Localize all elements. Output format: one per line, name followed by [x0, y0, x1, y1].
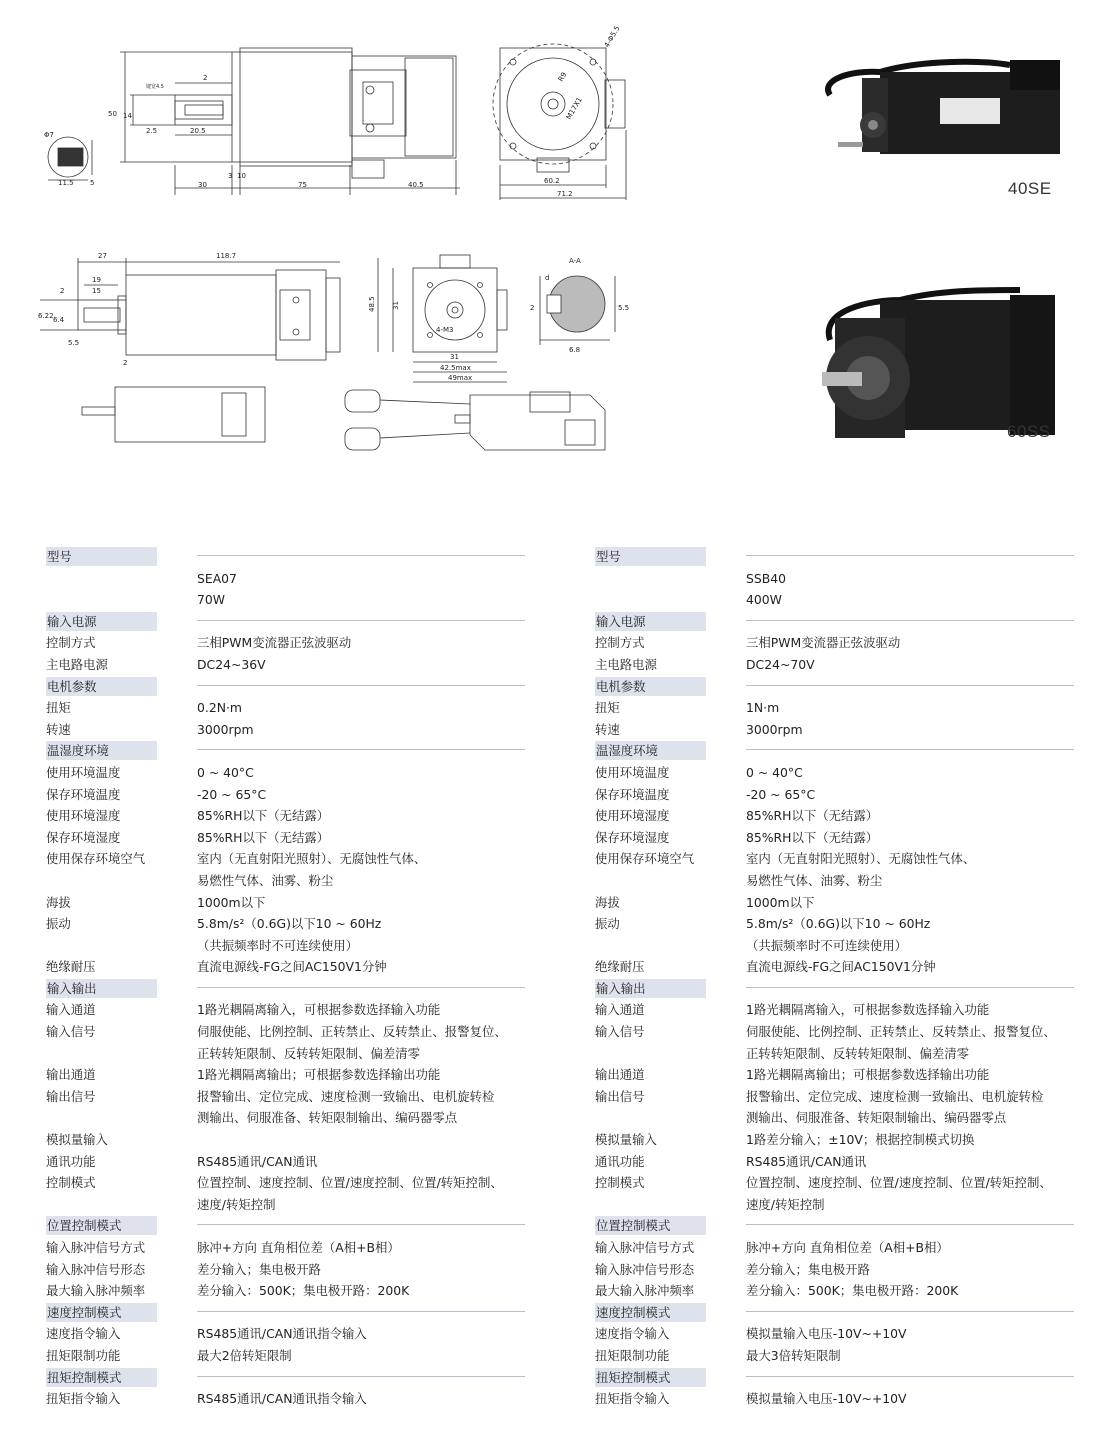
spec-table-ssb40	[595, 546, 1118, 1410]
spec-row	[46, 762, 576, 784]
spec-value: 1路光耦隔离输出；可根据参数选择输出功能	[197, 1067, 441, 1083]
spec-section-header	[46, 546, 576, 568]
spec-row	[46, 999, 576, 1021]
spec-label: 输出信号	[46, 1088, 96, 1104]
dim-label: 49max	[448, 374, 473, 382]
section-title: 型号	[46, 547, 157, 566]
dim-label: 2.5	[146, 127, 158, 135]
spec-row	[595, 697, 1118, 719]
spec-row	[46, 1194, 576, 1216]
dim-label: R9	[556, 70, 569, 83]
dim-label: 11.5	[58, 179, 74, 187]
spec-row	[595, 589, 1118, 611]
spec-row	[595, 956, 1118, 978]
section-divider	[197, 555, 525, 556]
spec-label: 控制模式	[46, 1175, 96, 1191]
spec-row	[595, 568, 1118, 590]
section-title: 速度控制模式	[595, 1303, 706, 1322]
spec-row	[595, 1237, 1118, 1259]
spec-section-header	[595, 1367, 1118, 1389]
section-divider	[197, 620, 525, 621]
drawing-40se-side	[44, 48, 460, 195]
spec-value: 1路光耦隔离输入，可根据参数选择输入功能	[197, 1002, 441, 1018]
spec-value: 差分输入：500K；集电极开路：200K	[746, 1283, 959, 1299]
section-divider	[197, 685, 525, 686]
spec-value: 正转转矩限制、反转转矩限制、偏差清零	[197, 1045, 421, 1061]
spec-row	[595, 1107, 1118, 1129]
dim-label: A-A	[569, 257, 581, 265]
dim-label: 6.4	[53, 316, 65, 324]
section-divider	[746, 685, 1074, 686]
spec-value: 0 ~ 40°C	[197, 764, 254, 780]
spec-value: 3000rpm	[197, 721, 254, 737]
spec-row	[46, 568, 576, 590]
photo-label-40se: 40SE	[1008, 179, 1052, 198]
spec-row	[595, 848, 1118, 870]
dim-label: 50	[108, 110, 117, 118]
spec-row	[595, 1151, 1118, 1173]
spec-row	[46, 654, 576, 676]
spec-value: SEA07	[197, 570, 237, 586]
spec-label: 通讯功能	[595, 1153, 645, 1169]
spec-label: 扭矩指令输入	[46, 1391, 121, 1407]
spec-section-header	[595, 546, 1118, 568]
spec-value: 脉冲+方向 直角相位差（A相+B相）	[746, 1240, 949, 1255]
section-divider	[746, 987, 1074, 988]
spec-value: 1000m以下	[197, 894, 266, 910]
spec-table-sea07	[46, 546, 576, 1410]
section-divider	[197, 1311, 525, 1312]
spec-value: 1路光耦隔离输出；可根据参数选择输出功能	[746, 1067, 990, 1083]
spec-value: 0.2N·m	[197, 700, 242, 716]
section-title: 输入电源	[595, 612, 706, 631]
spec-value: 位置控制、速度控制、位置/速度控制、位置/转矩控制、	[197, 1175, 503, 1191]
spec-value: 85%RH以下（无结露）	[746, 829, 879, 845]
spec-label: 扭矩	[595, 700, 620, 716]
dim-label: 4-M3	[436, 326, 454, 334]
spec-label: 保存环境湿度	[46, 829, 121, 845]
spec-row	[46, 1237, 576, 1259]
spec-row	[595, 654, 1118, 676]
spec-value: DC24~36V	[197, 656, 266, 672]
spec-label: 使用保存环境空气	[46, 851, 146, 867]
dim-label: 10	[237, 172, 246, 180]
spec-section-header	[595, 1215, 1118, 1237]
motor-photo-60ss	[822, 290, 1055, 438]
dim-label: 6.8	[569, 346, 581, 354]
spec-label: 输入信号	[595, 1024, 645, 1040]
spec-value: 易燃性气体、油雾、粉尘	[197, 872, 334, 888]
spec-value: 速度/转矩控制	[746, 1196, 825, 1212]
spec-section-header	[46, 1215, 576, 1237]
spec-value: 直流电源线-FG之间AC150V1分钟	[746, 959, 936, 975]
spec-value: -20 ~ 65°C	[746, 786, 816, 802]
spec-row	[595, 999, 1118, 1021]
spec-label: 模拟量输入	[595, 1132, 657, 1148]
section-divider	[746, 620, 1074, 621]
section-title: 温湿度环境	[595, 741, 706, 760]
spec-value: 差分输入；集电极开路	[197, 1261, 321, 1277]
spec-value: 1路光耦隔离输入，可根据参数选择输入功能	[746, 1002, 990, 1018]
spec-label: 主电路电源	[46, 656, 108, 672]
spec-label: 速度指令输入	[595, 1326, 670, 1342]
spec-row	[595, 805, 1118, 827]
spec-value: 85%RH以下（无结露）	[197, 808, 330, 824]
spec-value: RS485通讯/CAN通讯	[197, 1153, 318, 1169]
spec-value: 0 ~ 40°C	[746, 764, 803, 780]
spec-row	[46, 1323, 576, 1345]
spec-label: 控制方式	[595, 635, 645, 651]
dim-label: 31	[392, 301, 400, 310]
spec-row	[46, 892, 576, 914]
spec-row	[46, 632, 576, 654]
dim-label: 40.5	[408, 181, 424, 189]
spec-label: 输出信号	[595, 1088, 645, 1104]
spec-value: 三相PWM变流器正弦波驱动	[746, 635, 901, 651]
spec-row	[46, 1388, 576, 1410]
dim-label: d	[545, 274, 550, 282]
photo-label-60ss: 60SS	[1007, 422, 1051, 441]
spec-row	[595, 1086, 1118, 1108]
spec-row	[46, 848, 576, 870]
spec-row	[46, 719, 576, 741]
motor-photo-40se	[828, 60, 1060, 154]
dim-label: 2	[60, 287, 65, 295]
spec-value: 伺服使能、比例控制、正转禁止、反转禁止、报警复位、	[197, 1024, 507, 1040]
spec-value: 85%RH以下（无结露）	[197, 829, 330, 845]
section-title: 扭矩控制模式	[46, 1368, 157, 1387]
spec-value: 三相PWM变流器正弦波驱动	[197, 635, 352, 651]
spec-section-header	[46, 1302, 576, 1324]
spec-label: 主电路电源	[595, 656, 657, 672]
spec-row	[595, 935, 1118, 957]
spec-section-header	[595, 978, 1118, 1000]
dim-label: 4-Φ5.5	[602, 24, 622, 49]
spec-row	[595, 1323, 1118, 1345]
spec-value: RS485通讯/CAN通讯指令输入	[197, 1326, 367, 1342]
spec-row	[595, 1021, 1118, 1043]
section-title: 扭矩控制模式	[595, 1368, 706, 1387]
drawing-60ss-side	[38, 252, 340, 367]
spec-value: 易燃性气体、油雾、粉尘	[746, 872, 883, 888]
dim-label: 5.5	[68, 339, 80, 347]
spec-value: 1N·m	[746, 700, 780, 716]
dim-label: 118.7	[216, 252, 237, 260]
spec-row	[46, 827, 576, 849]
section-divider	[197, 1224, 525, 1225]
section-title: 位置控制模式	[46, 1216, 157, 1235]
spec-row	[46, 1172, 576, 1194]
section-divider	[197, 987, 525, 988]
spec-label: 使用环境湿度	[595, 808, 670, 824]
spec-row	[46, 805, 576, 827]
section-divider	[746, 1376, 1074, 1377]
section-title: 温湿度环境	[46, 741, 157, 760]
dim-label: 2	[203, 74, 208, 82]
spec-row	[595, 1259, 1118, 1281]
spec-row	[46, 1129, 576, 1151]
spec-label: 使用保存环境空气	[595, 851, 695, 867]
spec-row	[46, 913, 576, 935]
spec-label: 控制方式	[46, 635, 96, 651]
section-title: 电机参数	[595, 677, 706, 696]
spec-row	[46, 1280, 576, 1302]
spec-row	[46, 1064, 576, 1086]
spec-value: 模拟量输入电压-10V~+10V	[746, 1326, 907, 1342]
section-divider	[197, 749, 525, 750]
spec-row	[595, 892, 1118, 914]
spec-value: 报警输出、定位完成、速度检测一致输出、电机旋转检	[746, 1088, 1044, 1104]
spec-value: 室内（无直射阳光照射）、无腐蚀性气体、	[197, 851, 427, 867]
spec-value: （共振频率时不可连续使用）	[746, 937, 908, 953]
spec-row	[595, 1388, 1118, 1410]
spec-value: 直流电源线-FG之间AC150V1分钟	[197, 959, 387, 975]
spec-row	[595, 1280, 1118, 1302]
spec-label: 输入脉冲信号形态	[46, 1261, 146, 1277]
spec-value: 室内（无直射阳光照射）、无腐蚀性气体、	[746, 851, 976, 867]
dim-label: 15	[92, 287, 101, 295]
spec-row	[595, 719, 1118, 741]
section-title: 输入输出	[46, 979, 157, 998]
spec-row	[46, 956, 576, 978]
spec-row	[46, 935, 576, 957]
drawing-60ss-front	[368, 255, 507, 382]
spec-value: 70W	[197, 592, 226, 608]
spec-label: 输入脉冲信号方式	[595, 1240, 695, 1255]
section-divider	[746, 1224, 1074, 1225]
spec-row	[595, 762, 1118, 784]
spec-value: 报警输出、定位完成、速度检测一致输出、电机旋转检	[197, 1088, 495, 1104]
spec-row	[46, 870, 576, 892]
spec-label: 振动	[46, 916, 71, 932]
drawing-60ss-iso	[345, 390, 605, 450]
spec-label: 保存环境温度	[595, 786, 670, 802]
spec-label: 最大输入脉冲频率	[595, 1283, 695, 1299]
spec-label: 海拔	[46, 894, 71, 910]
spec-label: 保存环境温度	[46, 786, 121, 802]
dim-label: 键宽4.5	[146, 84, 164, 90]
spec-row	[46, 1151, 576, 1173]
dim-label: 48.5	[368, 296, 376, 312]
spec-section-header	[595, 676, 1118, 698]
section-title: 型号	[595, 547, 706, 566]
dim-label: 2	[123, 359, 128, 367]
section-title: 位置控制模式	[595, 1216, 706, 1235]
spec-value: RS485通讯/CAN通讯指令输入	[197, 1391, 367, 1407]
dim-label: Φ7	[44, 131, 54, 139]
dim-label: 20.5	[190, 127, 206, 135]
spec-value: 3000rpm	[746, 721, 803, 737]
spec-section-header	[46, 611, 576, 633]
dim-label: 75	[298, 181, 307, 189]
dim-label: M17X1	[564, 96, 584, 121]
spec-label: 使用环境温度	[46, 764, 121, 780]
spec-row	[46, 697, 576, 719]
spec-value: 差分输入；集电极开路	[746, 1261, 870, 1277]
technical-drawings	[0, 0, 1118, 520]
spec-label: 使用环境温度	[595, 764, 670, 780]
spec-label: 输入脉冲信号形态	[595, 1261, 695, 1277]
spec-value: 差分输入：500K；集电极开路：200K	[197, 1283, 410, 1299]
spec-label: 输入通道	[595, 1002, 645, 1018]
spec-label: 控制模式	[595, 1175, 645, 1191]
drawing-40se-front	[493, 25, 626, 200]
dim-label: 5	[90, 179, 95, 187]
spec-value: 5.8m/s²（0.6G)以下10 ~ 60Hz	[197, 916, 382, 932]
spec-value: 最大3倍转矩限制	[746, 1347, 841, 1363]
spec-label: 扭矩指令输入	[595, 1391, 670, 1407]
spec-value: DC24~70V	[746, 656, 815, 672]
section-title: 输入电源	[46, 612, 157, 631]
spec-label: 输出通道	[595, 1067, 645, 1083]
spec-row	[595, 1345, 1118, 1367]
spec-row	[595, 1194, 1118, 1216]
spec-value: （共振频率时不可连续使用）	[197, 937, 359, 953]
dim-label: 27	[98, 252, 107, 260]
spec-row	[46, 1086, 576, 1108]
spec-value: 脉冲+方向 直角相位差（A相+B相）	[197, 1240, 400, 1255]
spec-value: -20 ~ 65°C	[197, 786, 267, 802]
spec-value: 最大2倍转矩限制	[197, 1347, 292, 1363]
dim-label: 30	[198, 181, 207, 189]
spec-value: 测输出、伺服准备、转矩限制输出、编码器零点	[746, 1110, 1007, 1126]
spec-label: 模拟量输入	[46, 1132, 108, 1148]
spec-section-header	[46, 978, 576, 1000]
drawing-60ss-top	[82, 387, 265, 442]
spec-label: 使用环境湿度	[46, 808, 121, 824]
spec-value: RS485通讯/CAN通讯	[746, 1153, 867, 1169]
spec-value: 1路差分输入；±10V；根据控制模式切换	[746, 1132, 975, 1148]
spec-row	[46, 589, 576, 611]
spec-label: 扭矩限制功能	[46, 1347, 121, 1363]
spec-row	[46, 1259, 576, 1281]
spec-label: 最大输入脉冲频率	[46, 1283, 146, 1299]
spec-value: 85%RH以下（无结露）	[746, 808, 879, 824]
spec-value: SSB40	[746, 570, 786, 586]
spec-label: 扭矩限制功能	[595, 1347, 670, 1363]
spec-label: 振动	[595, 916, 620, 932]
section-title: 速度控制模式	[46, 1303, 157, 1322]
spec-label: 绝缘耐压	[595, 959, 645, 975]
section-divider	[197, 1376, 525, 1377]
drawing-section-aa	[530, 257, 629, 354]
spec-row	[595, 784, 1118, 806]
spec-label: 绝缘耐压	[46, 959, 96, 975]
spec-row	[46, 1043, 576, 1065]
dim-label: 3	[228, 172, 233, 180]
spec-row	[595, 870, 1118, 892]
spec-section-header	[46, 740, 576, 762]
dim-label: 42.5max	[440, 364, 471, 372]
spec-value: 位置控制、速度控制、位置/速度控制、位置/转矩控制、	[746, 1175, 1052, 1191]
dim-label: 6.22	[38, 312, 54, 320]
spec-row	[595, 1043, 1118, 1065]
spec-value: 测输出、伺服准备、转矩限制输出、编码器零点	[197, 1110, 458, 1126]
spec-row	[595, 1064, 1118, 1086]
dim-label: 19	[92, 276, 101, 284]
spec-label: 扭矩	[46, 700, 71, 716]
spec-value: 5.8m/s²（0.6G)以下10 ~ 60Hz	[746, 916, 931, 932]
spec-label: 速度指令输入	[46, 1326, 121, 1342]
spec-row	[46, 1021, 576, 1043]
spec-row	[595, 632, 1118, 654]
section-title: 电机参数	[46, 677, 157, 696]
spec-section-header	[595, 1302, 1118, 1324]
spec-label: 输入通道	[46, 1002, 96, 1018]
spec-label: 海拔	[595, 894, 620, 910]
dim-label: 71.2	[557, 190, 573, 198]
spec-label: 输入脉冲信号方式	[46, 1240, 146, 1255]
spec-row	[46, 1345, 576, 1367]
spec-row	[595, 1129, 1118, 1151]
spec-label: 输出通道	[46, 1067, 96, 1083]
dim-label: 2	[530, 304, 535, 312]
dim-label: 5.5	[618, 304, 630, 312]
spec-value: 正转转矩限制、反转转矩限制、偏差清零	[746, 1045, 970, 1061]
section-divider	[746, 749, 1074, 750]
dim-label: 60.2	[544, 177, 560, 185]
section-divider	[746, 1311, 1074, 1312]
spec-label: 保存环境湿度	[595, 829, 670, 845]
spec-value: 模拟量输入电压-10V~+10V	[746, 1391, 907, 1407]
spec-label: 转速	[595, 721, 620, 737]
spec-section-header	[595, 611, 1118, 633]
spec-section-header	[595, 740, 1118, 762]
spec-section-header	[46, 1367, 576, 1389]
spec-label: 通讯功能	[46, 1153, 96, 1169]
spec-row	[46, 784, 576, 806]
spec-label: 转速	[46, 721, 71, 737]
dim-label: 14	[123, 112, 132, 120]
spec-row	[595, 913, 1118, 935]
spec-row	[595, 827, 1118, 849]
spec-section-header	[46, 676, 576, 698]
spec-row	[595, 1172, 1118, 1194]
spec-value: 速度/转矩控制	[197, 1196, 276, 1212]
spec-value: 伺服使能、比例控制、正转禁止、反转禁止、报警复位、	[746, 1024, 1056, 1040]
spec-label: 输入信号	[46, 1024, 96, 1040]
spec-value: 1000m以下	[746, 894, 815, 910]
dim-label: 31	[450, 353, 459, 361]
section-divider	[746, 555, 1074, 556]
spec-value: 400W	[746, 592, 782, 608]
section-title: 输入输出	[595, 979, 706, 998]
spec-row	[46, 1107, 576, 1129]
